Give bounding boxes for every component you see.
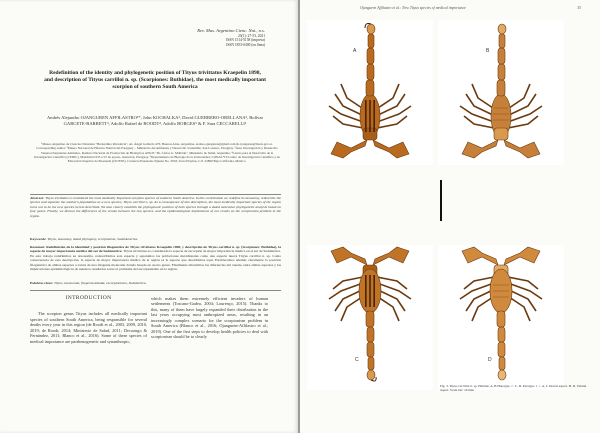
divider [30,290,281,291]
scorpion-dorsal-male-icon [307,20,433,165]
author-list: Andrés Alejandro OJANGUREN AFFILASTRO¹*, John KOCHALKA², David GUERRERO-ORELLANA², Bolívar GARCETE-BARRETT³, Adolfo Rafael de ROODT⁴, Adolfo BORGES⁵ & F. Sara CECCARELLI⁶ [46,115,264,127]
intro-text-1: The scorpion genus Tityus includes all medically important species of southern South America, being responsible for several deaths every year in this region (de Roodt et al., 2003, 2009, 2010, 2019; de Roodt, 2014; Ministerio de Salud, 2011; Decoongo & Fernández, 2011; Blanco et al., 2016). Some of these species of medical importance are parthenogenetic and synanthropic, [30,311,147,344]
figure-caption [440,384,590,393]
affiliations: ¹Museo Argentino de Ciencias Naturales "Bernardino Rivadavia", Av. Ángel Gallardo 470, Buenos Aires, Argentina. andres.ojanguren@gmail.com & ojanguren@macn.gov.ar. Corresponding author: ²Museo Nacional de Historia Natural del Paraguay – Ministerio del Ambiente y Desarrollo Sostenible, San Lorenzo, Paraguay. ³Área Investigación y Desarrollo Venenos/Serpientes Animales, Instituto Nacional de Producción de Biológicos ANLIS "Dr. Carlos G. Malbrán", Ministerio de Salud, Argentina. ⁴Centro para el Desarrollo de la Investigación Científica (CEDIC), Manduvirá 635 e/15 de agosto, Asunción, Paraguay. ⁵Departamento de Biología de la Universidad, CONACYT-Centro de Investigación Científica y de Educación Superior de Ensenada (CICESE), Carretera Ensenada-Tijuana No. 3918, Zona Playitas, C.P. 22860 Baja California, México. [34,142,280,164]
divider [30,194,281,195]
caption-species: Tityus carrilloi [449,384,470,388]
page-number: 35 [577,6,581,10]
abstract-label: Abstract: [30,196,45,200]
panel-label-a: A [353,48,357,54]
scale-bar-icon [440,180,442,221]
caption-prefix: Fig. 3. [440,384,449,388]
abstract [30,196,281,218]
resumen-label: Resumen: Redefinición de la identidad y posición filogenética de Tityus trivittatus Kraepelin 1898, y descripción de Tityus carrilloi n. sp. (Scorpiones: Buthidae), la especie de mayor importancia médica del sur de Sudamérica. [30,245,281,254]
keywords [30,237,281,241]
keywords-label: Keywords: [30,237,47,241]
journal-name: Rev. Mus. Argentino Cienc. Nat., n.s. [197,28,265,33]
scorpion-ventral-male-icon [438,20,564,165]
panel-label-c: C [355,357,359,363]
scorpion-ventral-female-icon [438,245,564,390]
left-page [0,0,298,433]
scorpion-dorsal-female-panel [307,245,433,390]
palabras-clave [30,281,281,285]
intro-heading: INTRODUCTION [65,295,112,301]
scorpion-dorsal-female-icon [307,245,433,390]
palabras-text: Tityus, taxonomía, filogenia datada, escorpionismo, Sudamérica. [54,281,147,285]
panel-label-b: B [486,48,490,54]
caption-text: n. sp. Habitus. A, B Holotype ♂. C, D. Paratype 1 ♀. A, C Dorsal aspect. B, D. Ventral aspect. Scale bar: 10 mm. [440,384,587,393]
resumen [30,245,281,272]
article-title: Redefinition of the identity and phylogenetic position of Tityus trivittatus Kraepelin 1898, and description of Tityus carrilloi n. sp. (Scorpiones: Buthidae), the most medically important scorpion of southern South America [44,70,266,91]
journal-header [197,29,265,48]
issn-print: ISSN 1514-5158 (impresa) [226,38,265,43]
keywords-text: Tityus, taxonomy, dated phylogeny, scorpionism, SouthAmerica. [47,237,139,241]
scorpion-dorsal-male-panel [307,20,433,165]
abstract-text: Tityus trivittatus is considered the most medically important scorpion species of southern South America. In this contribution we redefine its taxonomy, redescribe the species and separate the southern populations as a new species, Tityus carrilloi n. sp. As a consequence of this description, the most medically important species of the region turns out to be the new species herein described. We also clearly establish the phylogenetic position of both species through a dated molecular phylogenetic analysis based on four genes. Finally, we discuss the differences of the venom between the two species, and the epidemiological implications of our results on the scorpionism problem in the region. [30,196,282,218]
palabras-label: Palabras clave: [30,281,54,285]
scorpion-ventral-male-panel [438,20,564,165]
journal-volume: 23(1): 27-53, 2021 [237,33,265,38]
resumen-text: Tityus trivittatus es considerada la especie de escorpión de mayor importancia médica en el sur de Sudamérica. En esta trabajo redefinimos su taxonomía, redescribimos esta especie y separamos las poblaciones meridionales como una especie nueva Tityus carrilloi n. sp. Como consecuencia de esta descripción, la especie de mayor importancia médica de la región es la especie que describimos aquí. Establecemos además claramente la posición filogenética de ambas especies a través de una filogenia molecular datada basada en cuatro genes. Finalmente discutimos las diferencias del veneno entre ambas especies y las implicaciones epidemiológicas de nuestros resultados sobre el problema del escorpionismo en la región. [30,249,282,272]
issn-online: ISSN 1853-0400 (en línea) [226,43,265,48]
intro-column-1 [30,294,147,344]
running-head-text: Ojanguren Affilastro et al.: New Tityus species of medical importance [360,6,466,10]
panel-label-d: D [488,357,492,363]
intro-column-2 [151,294,268,340]
intro-text-2: which makes them extremely efficient invaders of human settlements (Toscano-Gadea, 2004; Lourenço, 2015). Thanks to this, many of them have largely expanded their distribution in the last years occupying most anthropized areas, resulting in an increasingly complex scenario for the scorpionism problem in South America (Blanco et al., 2016; Ojanguren-Affilastro et al., 2019). One of the first steps to develop health policies to deal with scorpionism should be to clearly [151,296,268,340]
scorpion-ventral-female-panel [438,245,564,390]
